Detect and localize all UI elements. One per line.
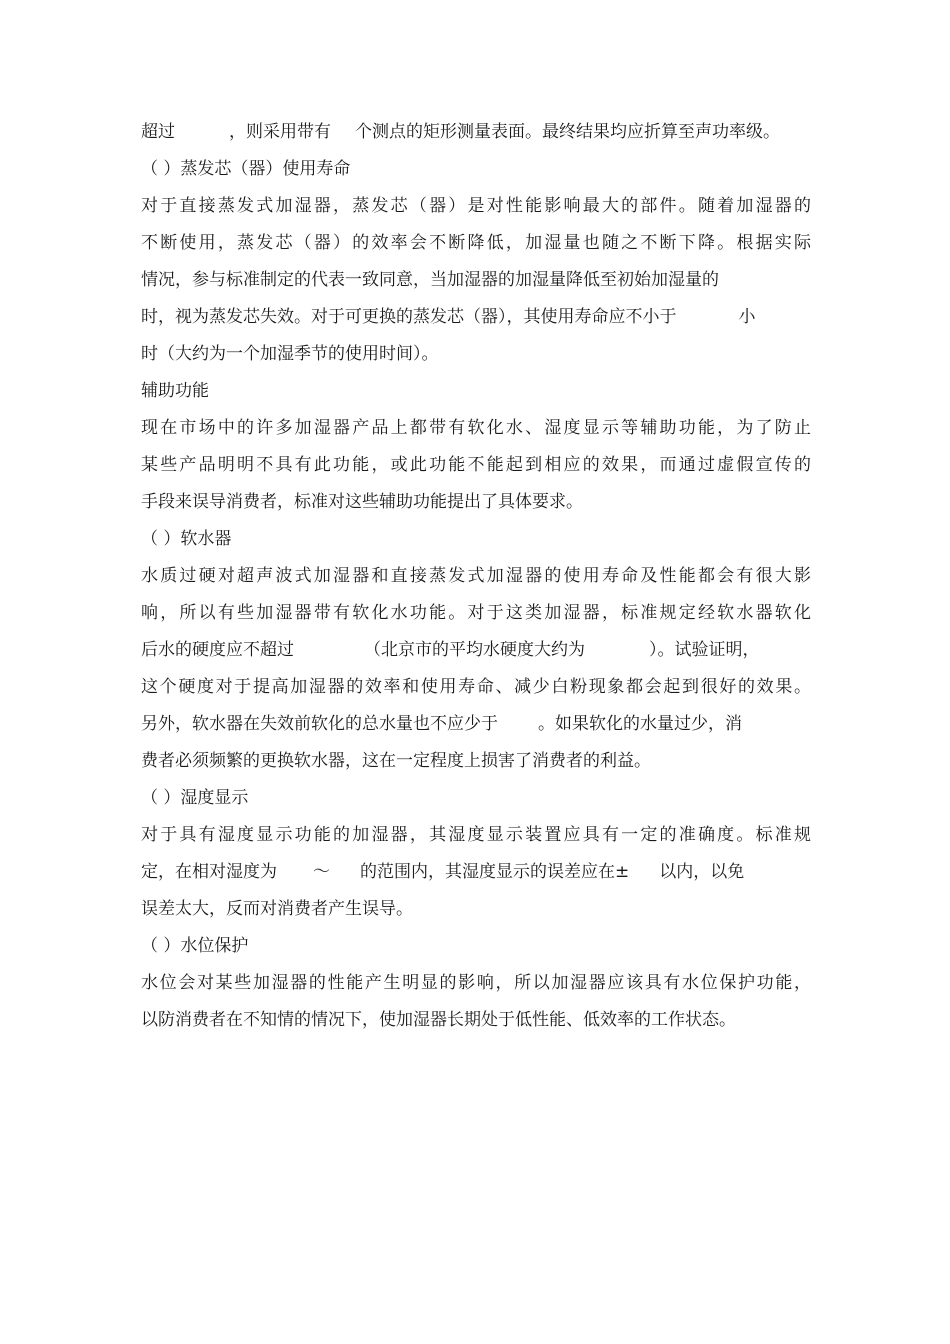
text-line: 现在市场中的许多加湿器产品上都带有软化水、湿度显示等辅助功能，为了防止	[141, 418, 811, 438]
section-heading: （ ）软水器	[141, 529, 232, 549]
text-line: 水质过硬对超声波式加湿器和直接蒸发式加湿器的使用寿命及性能都会有很大影	[141, 566, 811, 586]
text-line: 时（大约为一个加湿季节的使用时间）。	[141, 344, 439, 364]
text-line: 情况，参与标准制定的代表一致同意，当加湿器的加湿量降低至初始加湿量的	[141, 270, 719, 290]
text-segment: 后水的硬度应不超过	[141, 640, 294, 660]
text-segment: ～	[313, 862, 330, 882]
text-line	[141, 114, 811, 151]
text-segment: 的范围内，其湿度显示的误差应在±	[360, 862, 630, 882]
text-line: 误差太大，反而对消费者产生误导。	[141, 899, 413, 919]
text-segment: 超过	[141, 122, 175, 142]
text-segment: 另外，软水器在失效前软化的总水量也不应少于	[141, 714, 498, 734]
text-segment: 时，视为蒸发芯失效。对于可更换的蒸发芯（器），其使用寿命应不小于	[141, 307, 677, 327]
text-line	[141, 706, 811, 743]
section-heading: （ ）湿度显示	[141, 788, 249, 808]
text-segment: 个测点的矩形测量表面。最终结果均应折算至声功率级。	[355, 122, 780, 142]
text-line	[141, 299, 811, 336]
text-line	[141, 632, 811, 669]
document-body	[141, 114, 811, 1039]
text-line: 对于直接蒸发式加湿器，蒸发芯（器）是对性能影响最大的部件。随着加湿器的	[141, 196, 811, 216]
text-line: 对于具有湿度显示功能的加湿器，其湿度显示装置应具有一定的准确度。标准规	[141, 825, 811, 845]
text-line: 响，所以有些加湿器带有软化水功能。对于这类加湿器，标准规定经软水器软化	[141, 603, 811, 623]
text-line: 以防消费者在不知情的情况下，使加湿器长期处于低性能、低效率的工作状态。	[141, 1010, 736, 1030]
text-segment: 定，在相对湿度为	[141, 862, 277, 882]
text-segment: （北京市的平均水硬度大约为	[364, 640, 585, 660]
text-segment: ）。试验证明，	[649, 640, 760, 660]
text-line: 这个硬度对于提高加湿器的效率和使用寿命、减少白粉现象都会起到很好的效果。	[141, 677, 811, 697]
text-line: 费者必须频繁的更换软水器，这在一定程度上损害了消费者的利益。	[141, 751, 651, 771]
text-line	[141, 854, 811, 891]
section-heading: （ ）水位保护	[141, 936, 249, 956]
text-line: 水位会对某些加湿器的性能产生明显的影响，所以加湿器应该具有水位保护功能，	[141, 973, 811, 993]
text-line: 手段来误导消费者，标准对这些辅助功能提出了具体要求。	[141, 492, 583, 512]
text-line: 某些产品明明不具有此功能，或此功能不能起到相应的效果，而通过虚假宣传的	[141, 455, 811, 475]
text-line: 不断使用，蒸发芯（器）的效率会不断降低，加湿量也随之不断下降。根据实际	[141, 233, 811, 253]
section-heading: （ ）蒸发芯（器）使用寿命	[141, 159, 351, 179]
text-segment: 。如果软化的水量过少，消	[538, 714, 742, 734]
text-segment: ，则采用带有	[229, 122, 331, 142]
text-segment: 以内，以免	[659, 862, 745, 882]
text-segment: 小	[738, 307, 756, 327]
section-heading: 辅助功能	[141, 381, 209, 401]
